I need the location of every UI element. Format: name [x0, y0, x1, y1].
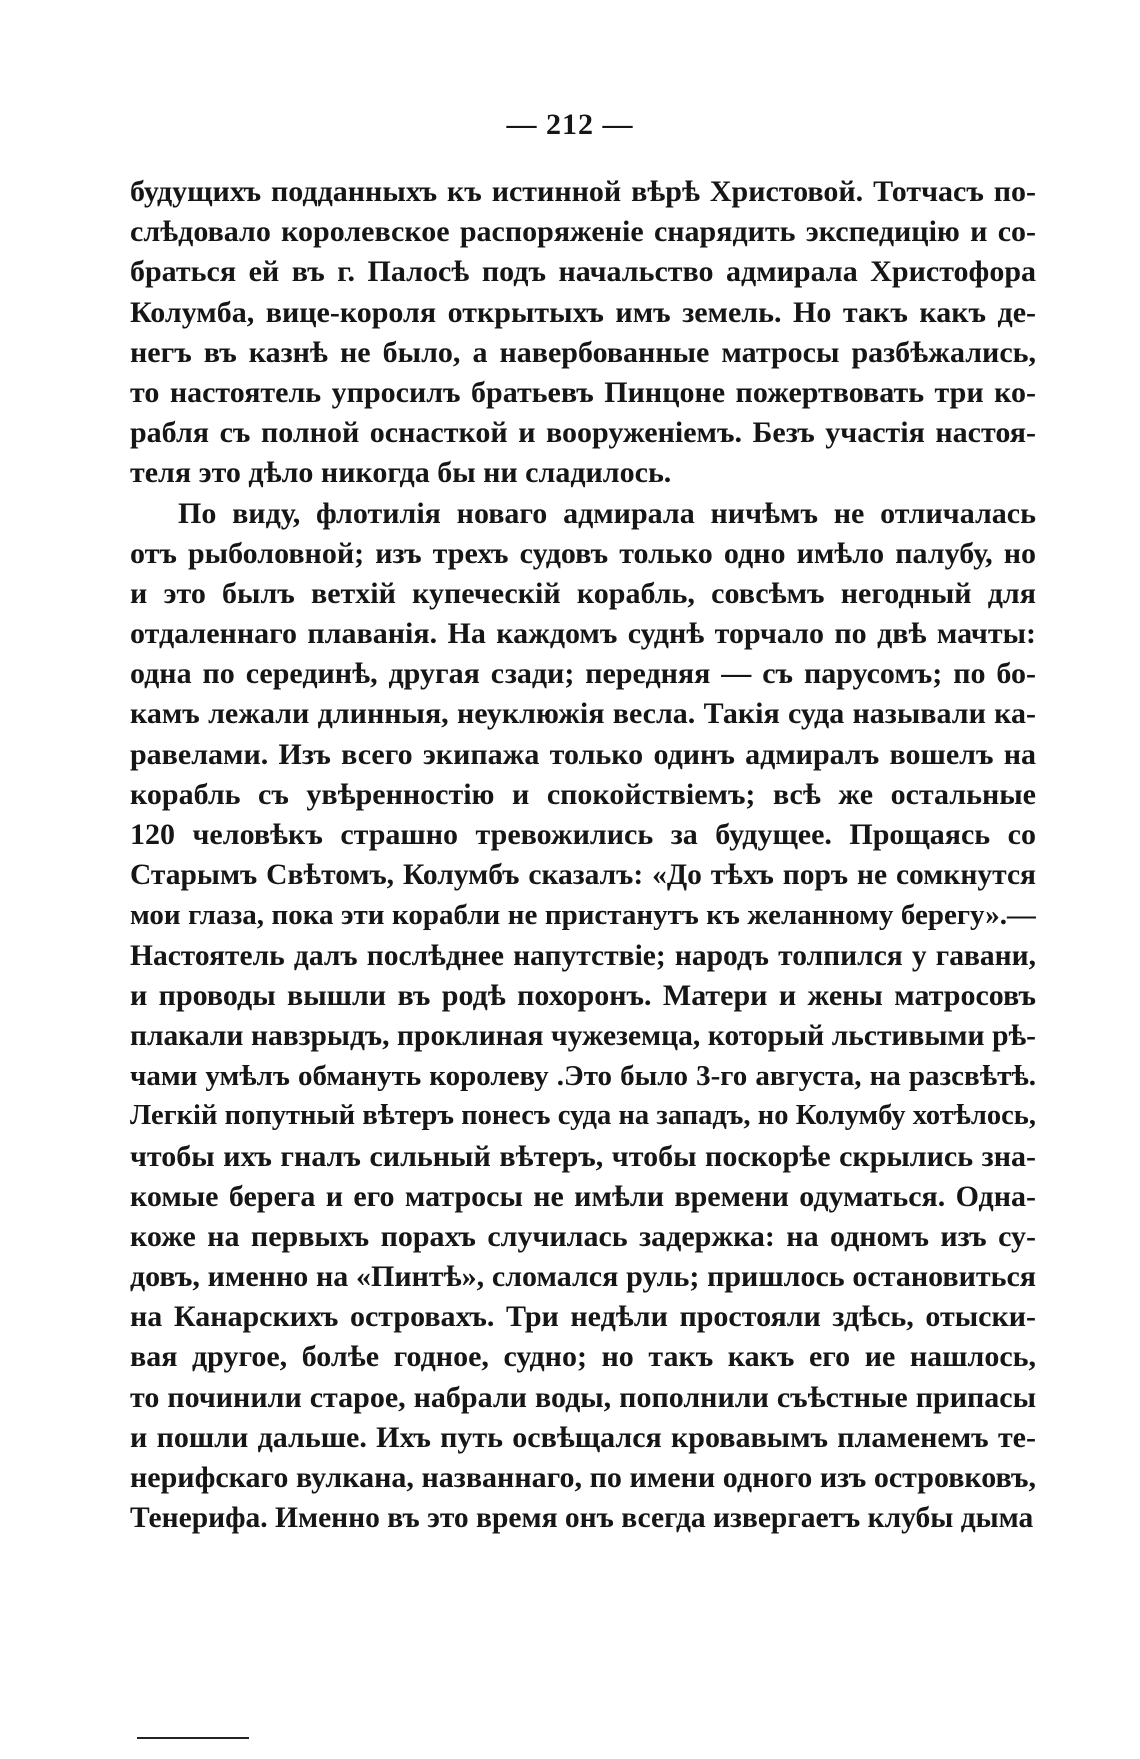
text-line: то починили старое, набрали воды, пополнили съѣстные припасы — [130, 1380, 1036, 1414]
text-line: равелами. Изъ всего экипажа только одинъ адмиралъ вошелъ на — [130, 737, 1036, 771]
text-line: комые берега и его матросы не имѣли времени одуматься. Одна- — [130, 1179, 1036, 1213]
text-line: чтобы ихъ гналъ сильный вѣтеръ, чтобы поскорѣе скрылись зна- — [130, 1139, 1036, 1173]
text-line: теля это дѣло никогда бы ни сладилось. — [130, 456, 672, 490]
text-line: негъ въ казнѣ не было, а навербованные матросы разбѣжались, — [130, 335, 1036, 369]
text-line: плакали навзрыдъ, проклиная чужеземца, который льстивыми рѣ- — [130, 1019, 1036, 1052]
text-line: то настоятель упросилъ братьевъ Пинцоне пожертвовать три ко- — [130, 375, 1036, 409]
text-line: одна по серединѣ, другая сзади; передняя — съ парусомъ; по бо- — [130, 657, 1036, 691]
text-line: отъ рыболовной; изъ трехъ судовъ только одно имѣло палубу, но — [130, 536, 1036, 570]
text-line: слѣдовало королевское распоряженіе снарядить экспедицію и со- — [130, 215, 1036, 249]
text-line: будущихъ подданныхъ къ истинной вѣрѣ Христовой. Тотчасъ по- — [130, 175, 1036, 208]
text-line: Колумба, вице-короля открытыхъ имъ земель. Но такъ какъ де- — [130, 295, 1036, 329]
text-line: камъ лежали длинныя, неуклюжія весла. Такія суда называли ка- — [130, 697, 1036, 731]
text-line: По виду, флотилія новаго адмирала ничѣмъ не отличалась — [178, 496, 1036, 530]
text-line: Настоятель далъ послѣднее напутствіе; народъ толпился у гавани, — [130, 939, 1036, 972]
text-line: Легкій попутный вѣтеръ понесъ суда на западъ, но Колумбу хотѣлось, — [130, 1100, 1036, 1132]
text-line: и пошли дальше. Ихъ путь освѣщался кровавымъ пламенемъ те- — [130, 1420, 1036, 1454]
text-line: коже на первыхъ порахъ случилась задержка: на одномъ изъ су- — [130, 1219, 1036, 1253]
text-line: рабля съ полной оснасткой и вооруженіемъ. Безъ участія настоя- — [130, 416, 1036, 450]
text-line: и проводы вышли въ родѣ похоронъ. Матери и жены матросовъ — [130, 978, 1036, 1012]
text-line: отдаленнаго плаванія. На каждомъ суднѣ торчало по двѣ мачты: — [130, 617, 1036, 651]
text-line: вая другое, болѣе годное, судно; но такъ какъ его ие нашлось, — [130, 1340, 1036, 1374]
body-text — [130, 172, 1036, 1538]
text-line: Старымъ Свѣтомъ, Колумбъ сказалъ: «До тѣхъ поръ не сомкнутся — [130, 859, 1036, 892]
paragraph — [130, 494, 1036, 1539]
text-line: и это былъ ветхій купеческій корабль, совсѣмъ негодный для — [130, 576, 1036, 610]
text-line: мои глаза, пока эти корабли не пристанутъ къ желанному берегу».— — [130, 899, 1036, 932]
text-line: корабль съ увѣренностію и спокойствіемъ; всѣ же остальные — [130, 777, 1036, 811]
text-line: довъ, именно на «Пинтѣ», сломался руль; пришлось остановиться — [130, 1260, 1036, 1294]
text-line: 120 человѣкъ страшно тревожились за будущее. Прощаясь со — [130, 818, 1036, 851]
text-line: нерифскаго вулкана, названнаго, по имени одного изъ островковъ, — [130, 1461, 1036, 1494]
text-line: чами умѣлъ обмануть королеву .Это было 3-го августа, на разсвѣтѣ. — [130, 1060, 1036, 1093]
text-line: браться ей въ г. Палосѣ подъ начальство адмирала Христофора — [130, 255, 1036, 289]
page-number: — 212 — — [506, 108, 634, 141]
text-line: Тенерифа. Именно въ это время онъ всегда извергаетъ клубы дыма — [130, 1502, 1034, 1535]
text-line: на Канарскихъ островахъ. Три недѣли простояли здѣсь, отыски- — [130, 1300, 1036, 1334]
paragraph — [130, 172, 1036, 494]
footnote-divider — [137, 1737, 249, 1739]
